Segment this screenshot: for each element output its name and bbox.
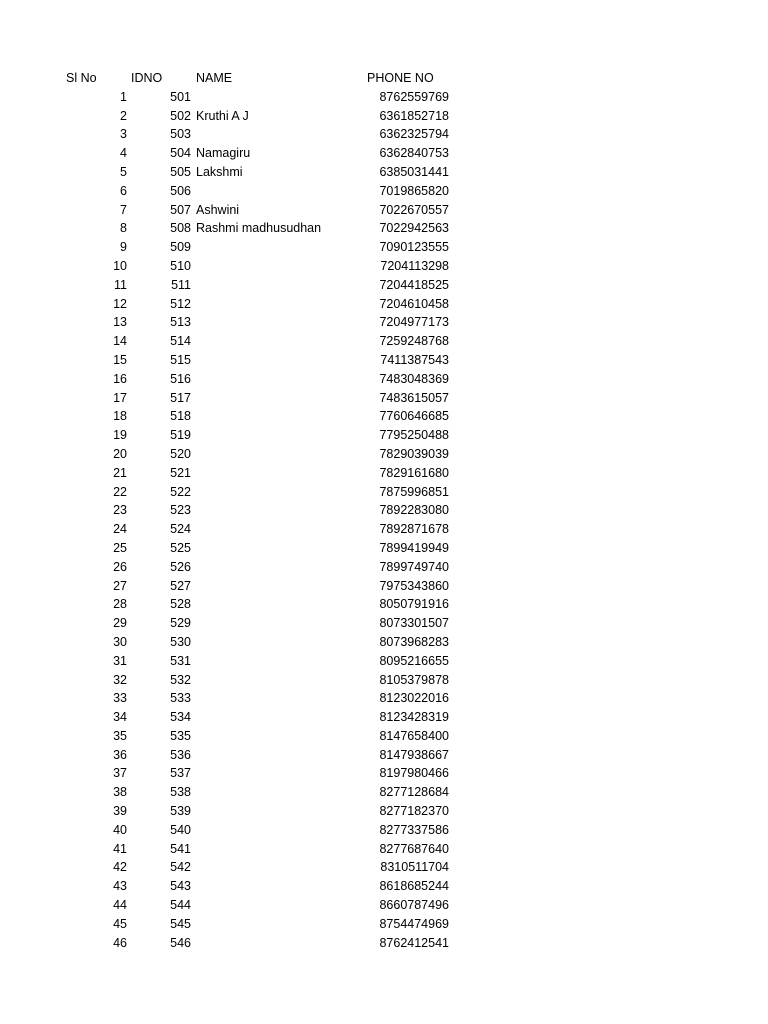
cell-phone-no: 8277687640 <box>379 841 449 856</box>
cell-sl-no: 24 <box>113 522 127 537</box>
cell-sl-no: 12 <box>113 296 127 311</box>
cell-sl-no: 45 <box>113 916 127 931</box>
cell-sl-no: 35 <box>113 728 127 743</box>
cell-phone-no: 8147938667 <box>379 747 449 762</box>
cell-idno: 503 <box>170 127 191 142</box>
cell-phone-no: 7259248768 <box>379 334 449 349</box>
cell-phone-no: 8123022016 <box>379 691 449 706</box>
cell-phone-no: 7483615057 <box>379 390 449 405</box>
cell-idno: 522 <box>170 484 191 499</box>
cell-phone-no: 8310511704 <box>380 860 449 875</box>
cell-idno: 546 <box>170 935 191 950</box>
table-row <box>0 332 768 351</box>
cell-sl-no: 21 <box>113 465 127 480</box>
cell-sl-no: 26 <box>113 559 127 574</box>
cell-sl-no: 28 <box>113 597 127 612</box>
cell-idno: 512 <box>170 296 191 311</box>
cell-idno: 541 <box>170 841 191 856</box>
cell-phone-no: 6362325794 <box>379 127 449 142</box>
cell-phone-no: 7892871678 <box>379 522 449 537</box>
cell-phone-no: 8197980466 <box>379 766 449 781</box>
cell-phone-no: 7483048369 <box>379 371 449 386</box>
table-row <box>0 614 768 633</box>
cell-idno: 532 <box>170 672 191 687</box>
cell-phone-no: 8660787496 <box>379 898 449 913</box>
cell-phone-no: 6362840753 <box>379 146 449 161</box>
table-row <box>0 144 768 163</box>
cell-phone-no: 7022942563 <box>379 221 449 236</box>
cell-idno: 538 <box>170 785 191 800</box>
table-row <box>0 445 768 464</box>
cell-phone-no: 7204610458 <box>379 296 449 311</box>
table-row <box>0 858 768 877</box>
table-row <box>0 483 768 502</box>
cell-name: Ashwini <box>196 202 240 217</box>
cell-phone-no: 7022670557 <box>379 202 449 217</box>
cell-phone-no: 8277182370 <box>379 804 449 819</box>
table-header-row <box>0 69 768 88</box>
cell-idno: 511 <box>171 277 191 292</box>
table-row <box>0 595 768 614</box>
cell-sl-no: 23 <box>113 503 127 518</box>
cell-sl-no: 36 <box>113 747 127 762</box>
cell-sl-no: 38 <box>113 785 127 800</box>
cell-sl-no: 10 <box>113 258 127 273</box>
cell-idno: 507 <box>170 202 191 217</box>
table-row <box>0 577 768 596</box>
cell-sl-no: 17 <box>113 390 127 405</box>
cell-sl-no: 16 <box>113 371 127 386</box>
table-row <box>0 915 768 934</box>
header-idno: IDNO <box>131 71 163 85</box>
table-row <box>0 201 768 220</box>
cell-idno: 517 <box>170 390 191 405</box>
cell-sl-no: 4 <box>120 146 127 161</box>
cell-phone-no: 7892283080 <box>379 503 449 518</box>
cell-idno: 510 <box>170 258 191 273</box>
cell-idno: 502 <box>170 108 191 123</box>
cell-sl-no: 25 <box>113 540 127 555</box>
cell-idno: 525 <box>170 540 191 555</box>
cell-phone-no: 8762559769 <box>379 89 449 104</box>
header-sl-no: Sl No <box>66 71 97 85</box>
cell-idno: 542 <box>170 860 191 875</box>
table-row <box>0 896 768 915</box>
cell-sl-no: 8 <box>120 221 127 236</box>
cell-idno: 519 <box>170 428 191 443</box>
cell-phone-no: 7204977173 <box>379 315 449 330</box>
cell-sl-no: 11 <box>114 277 127 292</box>
cell-sl-no: 27 <box>113 578 127 593</box>
table-row <box>0 295 768 314</box>
cell-sl-no: 32 <box>113 672 127 687</box>
cell-sl-no: 2 <box>120 108 127 123</box>
cell-name: Namagiru <box>196 146 251 161</box>
cell-idno: 524 <box>170 522 191 537</box>
cell-phone-no: 7829161680 <box>379 465 449 480</box>
cell-phone-no: 8762412541 <box>379 935 449 950</box>
cell-idno: 526 <box>170 559 191 574</box>
cell-idno: 545 <box>170 916 191 931</box>
cell-sl-no: 3 <box>120 127 127 142</box>
cell-idno: 508 <box>170 221 191 236</box>
cell-phone-no: 8147658400 <box>379 728 449 743</box>
cell-phone-no: 8073968283 <box>379 634 449 649</box>
cell-idno: 543 <box>170 879 191 894</box>
cell-sl-no: 44 <box>113 898 127 913</box>
cell-idno: 544 <box>170 898 191 913</box>
cell-sl-no: 5 <box>120 164 127 179</box>
header-name: NAME <box>196 71 233 85</box>
cell-phone-no: 7760646685 <box>379 409 449 424</box>
cell-phone-no: 8123428319 <box>379 710 449 725</box>
table-row <box>0 351 768 370</box>
cell-idno: 521 <box>170 465 191 480</box>
table-row <box>0 313 768 332</box>
cell-sl-no: 33 <box>113 691 127 706</box>
cell-idno: 516 <box>170 371 191 386</box>
cell-phone-no: 8073301507 <box>379 616 449 631</box>
cell-idno: 515 <box>170 352 191 367</box>
cell-phone-no: 7204113298 <box>380 258 449 273</box>
cell-idno: 506 <box>170 183 191 198</box>
cell-phone-no: 8050791916 <box>379 597 449 612</box>
cell-sl-no: 31 <box>113 653 127 668</box>
cell-sl-no: 34 <box>113 710 127 725</box>
table-row <box>0 182 768 201</box>
cell-sl-no: 42 <box>113 860 127 875</box>
cell-name: Kruthi A J <box>196 108 249 123</box>
table-row <box>0 802 768 821</box>
cell-idno: 528 <box>170 597 191 612</box>
cell-sl-no: 19 <box>113 428 127 443</box>
cell-idno: 527 <box>170 578 191 593</box>
cell-phone-no: 8095216655 <box>379 653 449 668</box>
table-row <box>0 821 768 840</box>
table-row <box>0 107 768 126</box>
table-row <box>0 407 768 426</box>
cell-sl-no: 22 <box>113 484 127 499</box>
cell-idno: 540 <box>170 822 191 837</box>
cell-phone-no: 8618685244 <box>379 879 449 894</box>
table-row <box>0 764 768 783</box>
cell-sl-no: 13 <box>113 315 127 330</box>
cell-idno: 518 <box>170 409 191 424</box>
cell-sl-no: 29 <box>113 616 127 631</box>
table-row <box>0 558 768 577</box>
table-row <box>0 727 768 746</box>
cell-idno: 505 <box>170 164 191 179</box>
cell-idno: 539 <box>170 804 191 819</box>
table-row <box>0 934 768 953</box>
table-row <box>0 464 768 483</box>
cell-phone-no: 7829039039 <box>379 446 449 461</box>
table-row <box>0 163 768 182</box>
table-row <box>0 370 768 389</box>
cell-idno: 535 <box>170 728 191 743</box>
table-row <box>0 219 768 238</box>
table-row <box>0 708 768 727</box>
table-row <box>0 840 768 859</box>
header-phone-no: PHONE NO <box>367 71 434 85</box>
cell-sl-no: 15 <box>113 352 127 367</box>
cell-idno: 514 <box>170 334 191 349</box>
cell-idno: 537 <box>170 766 191 781</box>
cell-idno: 533 <box>170 691 191 706</box>
cell-sl-no: 40 <box>113 822 127 837</box>
table-row <box>0 877 768 896</box>
table-row <box>0 671 768 690</box>
cell-idno: 530 <box>170 634 191 649</box>
contact-table <box>0 69 768 952</box>
cell-sl-no: 7 <box>120 202 127 217</box>
cell-phone-no: 7899749740 <box>379 559 449 574</box>
cell-idno: 536 <box>170 747 191 762</box>
table-row <box>0 125 768 144</box>
cell-idno: 509 <box>170 240 191 255</box>
cell-phone-no: 7204418525 <box>379 277 449 292</box>
table-row <box>0 389 768 408</box>
cell-phone-no: 7795250488 <box>379 428 449 443</box>
table-body <box>0 88 768 953</box>
cell-name: Rashmi madhusudhan <box>196 221 322 236</box>
cell-phone-no: 6361852718 <box>379 108 449 123</box>
cell-sl-no: 14 <box>113 334 127 349</box>
table-row <box>0 633 768 652</box>
cell-phone-no: 8105379878 <box>379 672 449 687</box>
cell-sl-no: 1 <box>120 89 127 104</box>
cell-idno: 534 <box>170 710 191 725</box>
cell-phone-no: 7090123555 <box>379 240 449 255</box>
cell-idno: 504 <box>170 146 191 161</box>
cell-phone-no: 7975343860 <box>379 578 449 593</box>
cell-phone-no: 7899419949 <box>379 540 449 555</box>
cell-phone-no: 7875996851 <box>379 484 449 499</box>
table-row <box>0 426 768 445</box>
table-row <box>0 652 768 671</box>
table-row <box>0 501 768 520</box>
table-row <box>0 689 768 708</box>
cell-sl-no: 30 <box>113 634 127 649</box>
cell-phone-no: 8277128684 <box>379 785 449 800</box>
cell-idno: 531 <box>170 653 191 668</box>
table-row <box>0 746 768 765</box>
cell-phone-no: 8277337586 <box>379 822 449 837</box>
cell-idno: 520 <box>170 446 191 461</box>
cell-sl-no: 18 <box>113 409 127 424</box>
table-row <box>0 257 768 276</box>
table-row <box>0 88 768 107</box>
cell-idno: 523 <box>170 503 191 518</box>
cell-phone-no: 7019865820 <box>379 183 449 198</box>
cell-sl-no: 9 <box>120 240 127 255</box>
cell-sl-no: 20 <box>113 446 127 461</box>
cell-sl-no: 43 <box>113 879 127 894</box>
cell-sl-no: 46 <box>113 935 127 950</box>
cell-sl-no: 6 <box>120 183 127 198</box>
table-row <box>0 539 768 558</box>
cell-phone-no: 6385031441 <box>379 164 449 179</box>
cell-phone-no: 7411387543 <box>380 352 449 367</box>
cell-idno: 501 <box>170 89 191 104</box>
cell-idno: 529 <box>170 616 191 631</box>
cell-sl-no: 37 <box>113 766 127 781</box>
cell-sl-no: 41 <box>113 841 127 856</box>
cell-name: Lakshmi <box>196 164 243 179</box>
cell-idno: 513 <box>170 315 191 330</box>
table-row <box>0 276 768 295</box>
cell-sl-no: 39 <box>113 804 127 819</box>
cell-phone-no: 8754474969 <box>379 916 449 931</box>
table-row <box>0 783 768 802</box>
table-row <box>0 520 768 539</box>
table-row <box>0 238 768 257</box>
